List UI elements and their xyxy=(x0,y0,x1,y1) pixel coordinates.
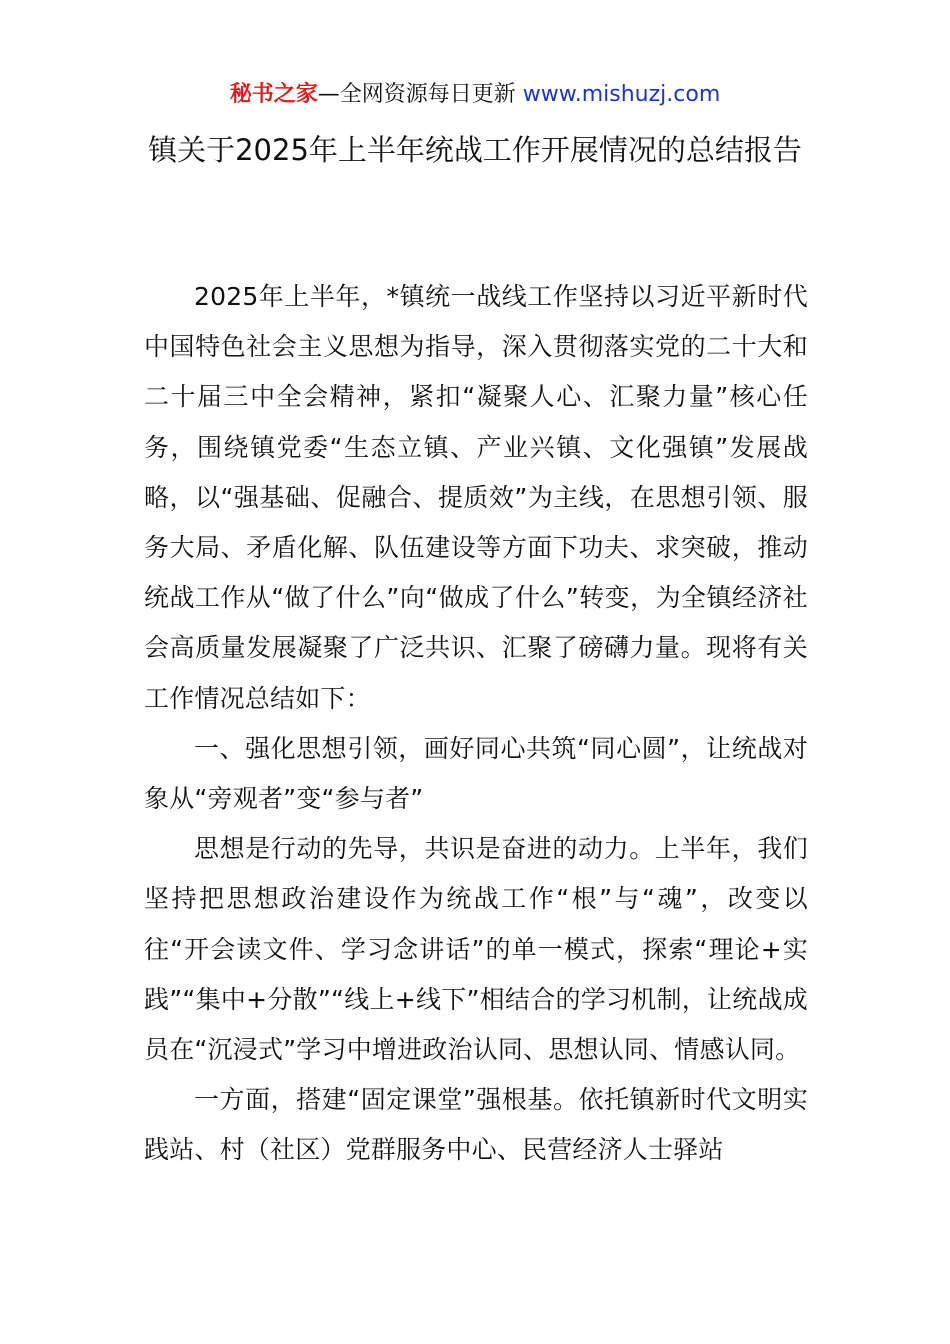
paragraph-intro: 2025年上半年，*镇统一战线工作坚持以习近平新时代中国特色社会主义思想为指导，深入贯彻落实党的二十大和二十届三中全会精神，紧扣“凝聚人心、汇聚力量”核心任务，围绕镇党委“生态立镇、产业兴镇、文化强镇”发展战略，以“强基础、促融合、提质效”为主线，在思想引领、服务大局、矛盾化解、队伍建设等方面下功夫、求突破，推动统战工作从“做了什么”向“做成了什么”转变，为全镇经济社会高质量发展凝聚了广泛共识、汇聚了磅礴力量。现将有关工作情况总结如下： xyxy=(144,282,808,713)
section-heading-1: 一、强化思想引领，画好同心共筑“同心圆”，让统战对象从“旁观者”变“参与者” xyxy=(144,733,808,814)
site-url-link[interactable]: www.mishuzj.com xyxy=(522,82,721,107)
site-watermark-header xyxy=(0,78,950,112)
brand-name: 秘书之家 xyxy=(229,82,318,107)
paragraph-body: 思想是行动的先导，共识是奋进的动力。上半年，我们坚持把思想政治建设作为统战工作“根”与“魂”，改变以往“开会读文件、学习念讲话”的单一模式，探索“理论+实践”“集中+分散”“线上+线下”相结合的学习机制，让统战成员在“沉浸式”学习中增进政治认同、思想认同、情感认同。 xyxy=(144,834,808,1065)
document-title: 镇关于2025年上半年统战工作开展情况的总结报告 xyxy=(148,133,802,167)
paragraph-body: 一方面，搭建“固定课堂”强根基。依托镇新时代文明实践站、村（社区）党群服务中心、民营经济人士驿站 xyxy=(144,1085,808,1165)
document-body xyxy=(144,272,808,1176)
brand-tagline: —全网资源每日更新 xyxy=(317,82,516,107)
